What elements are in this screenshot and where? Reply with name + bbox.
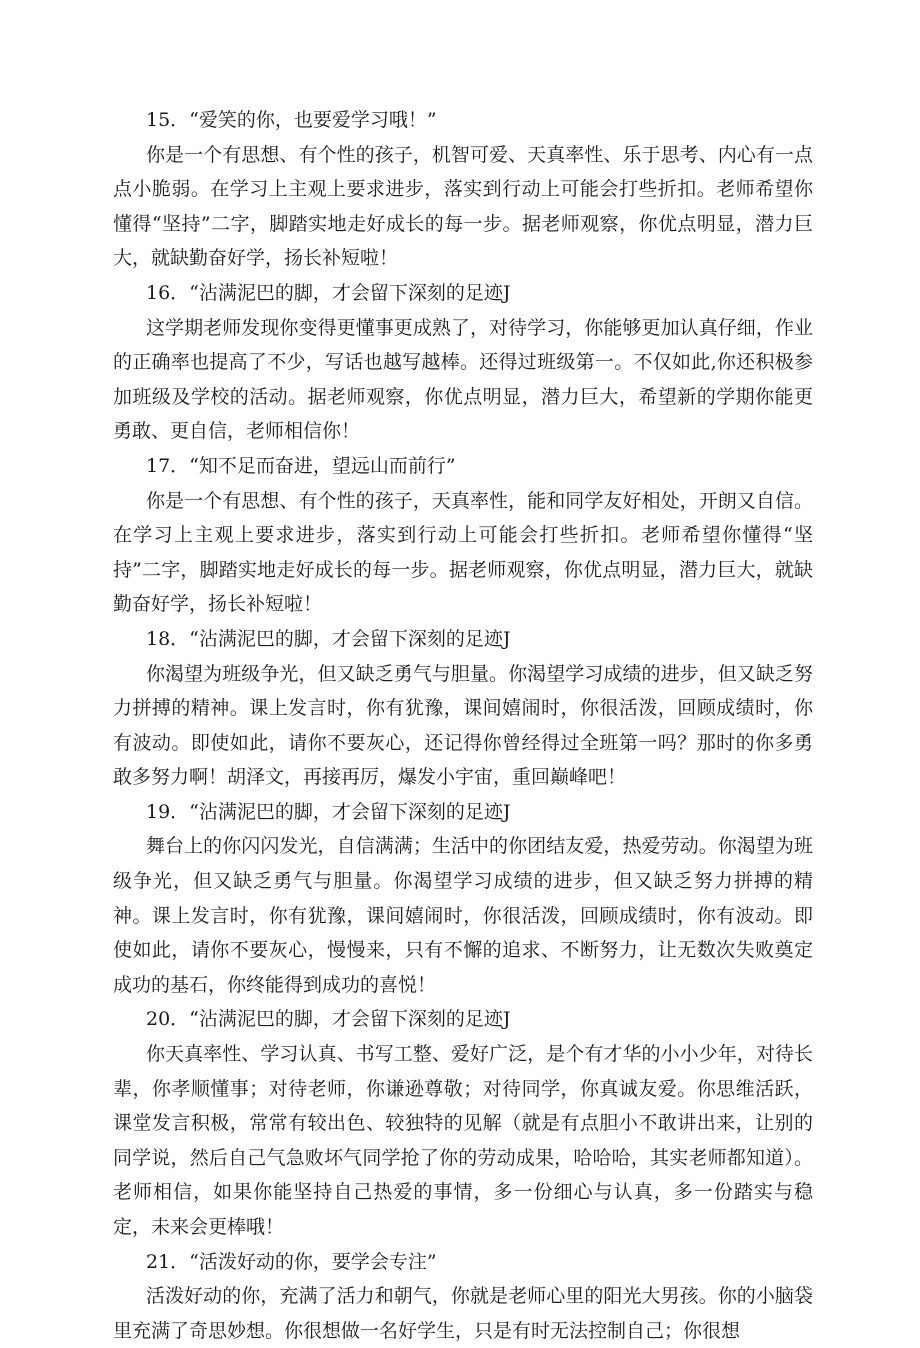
- entry-heading: 21．“活泼好动的你，要学会专注”: [146, 1250, 437, 1273]
- comment-entry-16: [113, 276, 813, 449]
- entry-heading: 19．“沾满泥巴的脚，才会留下深刻的足迹J: [146, 800, 511, 823]
- document-body: [113, 103, 813, 1348]
- comment-entry-21: [113, 1245, 813, 1348]
- comment-entry-20: [113, 1002, 813, 1244]
- entry-text: 你是一个有思想、有个性的孩子，机智可爱、天真率性、乐于思考、内心有一点点小脆弱。在学习上主观上要求进步，落实到行动上可能会打些折扣。老师希望你懂得“坚持”二字，脚踏实地走好成长的每一步。据老师观察，你优点明显，潜力巨大，就缺勤奋好学，扬长补短啦！: [113, 143, 813, 270]
- comment-entry-18: [113, 622, 813, 795]
- entry-heading: 20．“沾满泥巴的脚，才会留下深刻的足迹J: [146, 1008, 511, 1031]
- entry-heading: 18．“沾满泥巴的脚，才会留下深刻的足迹J: [146, 627, 511, 650]
- entry-text: 这学期老师发现你变得更懂事更成熟了，对待学习，你能够更加认真仔细，作业的正确率也提高了不少，写话也越写越棒。还得过班级第一。不仅如此,你还积极参加班级及学校的活动。据老师观察，你优点明显，潜力巨大，希望新的学期你能更勇敢、更自信，老师相信你！: [113, 316, 813, 443]
- entry-text: 你渴望为班级争光，但又缺乏勇气与胆量。你渴望学习成绩的进步，但又缺乏努力拼搏的精神。课上发言时，你有犹豫，课间嬉闹时，你很活泼，回顾成绩时，你有波动。即使如此，请你不要灰心，还记得你曾经得过全班第一吗？那时的你多勇敢多努力啊！胡泽文，再接再厉，爆发小宇宙，重回巅峰吧！: [113, 662, 813, 789]
- comment-entry-17: [113, 449, 813, 622]
- comment-entry-15: [113, 103, 813, 276]
- entry-text: 活泼好动的你，充满了活力和朝气，你就是老师心里的阳光大男孩。你的小脑袋里充满了奇思妙想。你很想做一名好学生，只是有时无法控制自己；你很想: [113, 1285, 813, 1342]
- entry-heading: 17．“知不足而奋进，望远山而前行”: [146, 454, 456, 477]
- entry-heading: 15．“爱笑的你，也要爱学习哦！”: [146, 109, 437, 131]
- entry-heading: 16．“沾满泥巴的脚，才会留下深刻的足迹J: [146, 281, 511, 304]
- entry-text: 你是一个有思想、有个性的孩子，天真率性，能和同学友好相处，开朗又自信。在学习上主观上要求进步，落实到行动上可能会打些折扣。老师希望你懂得“坚持”二字，脚踏实地走好成长的每一步。据老师观察，你优点明显，潜力巨大，就缺勤奋好学，扬长补短啦！: [113, 489, 813, 616]
- comment-entry-19: [113, 795, 813, 1003]
- entry-text: 你天真率性、学习认真、书写工整、爱好广泛，是个有才华的小小少年，对待长辈，你孝顺懂事；对待老师，你谦逊尊敬；对待同学，你真诚友爱。你思维活跃，课堂发言积极，常常有较出色、较独特的见解（就是有点胆小不敢讲出来，让别的同学说，然后自己气急败坏气同学抢了你的劳动成果，哈哈哈，其实老师都知道）。老师相信，如果你能坚持自己热爱的事情，多一份细心与认真，多一份踏实与稳定，未来会更棒哦！: [113, 1043, 813, 1238]
- entry-text: 舞台上的你闪闪发光，自信满满；生活中的你团结友爱，热爱劳动。你渴望为班级争光，但又缺乏勇气与胆量。你渴望学习成绩的进步，但又缺乏努力拼搏的精神。课上发言时，你有犹豫，课间嬉闹时，你很活泼，回顾成绩时，你有波动。即使如此，请你不要灰心，慢慢来，只有不懈的追求、不断努力，让无数次失败奠定成功的基石，你终能得到成功的喜悦！: [113, 835, 813, 996]
